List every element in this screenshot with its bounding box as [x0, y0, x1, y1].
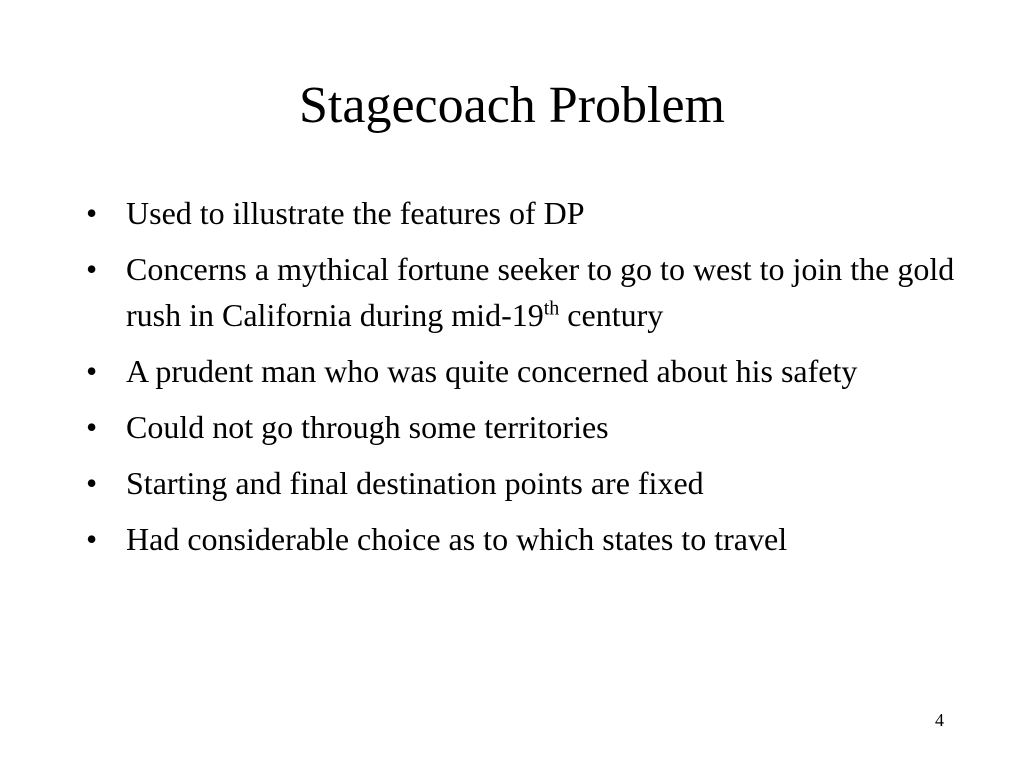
bullet-icon: • — [86, 195, 98, 231]
bullet-icon: • — [86, 409, 98, 445]
bullet-text: Could not go through some territories — [126, 409, 609, 445]
bullet-text: Used to illustrate the features of DP — [126, 195, 585, 231]
bullet-item — [86, 246, 966, 338]
bullet-text: Had considerable choice as to which states to travel — [126, 521, 788, 557]
slide-title: Stagecoach Problem — [299, 77, 725, 134]
bullet-icon: • — [86, 521, 98, 557]
page-number: 4 — [935, 710, 944, 730]
bullet-item — [86, 190, 966, 236]
bullet-text — [126, 251, 954, 333]
bullet-icon: • — [86, 353, 98, 389]
bullet-icon: • — [86, 465, 98, 501]
bullet-item — [86, 460, 966, 506]
bullet-text-continued: century — [559, 297, 664, 333]
bullet-text-main: Concerns a mythical fortune seeker to go to west to join the gold rush in California during mid-19 — [126, 251, 955, 333]
bullet-text: A prudent man who was quite concerned about his safety — [126, 353, 858, 389]
ordinal-suffix: th — [543, 297, 560, 320]
bullet-icon: • — [86, 251, 98, 287]
bullet-item — [86, 348, 966, 394]
bullet-list — [86, 190, 966, 572]
bullet-item — [86, 516, 966, 562]
bullet-item — [86, 404, 966, 450]
bullet-text: Starting and final destination points are fixed — [126, 465, 704, 501]
